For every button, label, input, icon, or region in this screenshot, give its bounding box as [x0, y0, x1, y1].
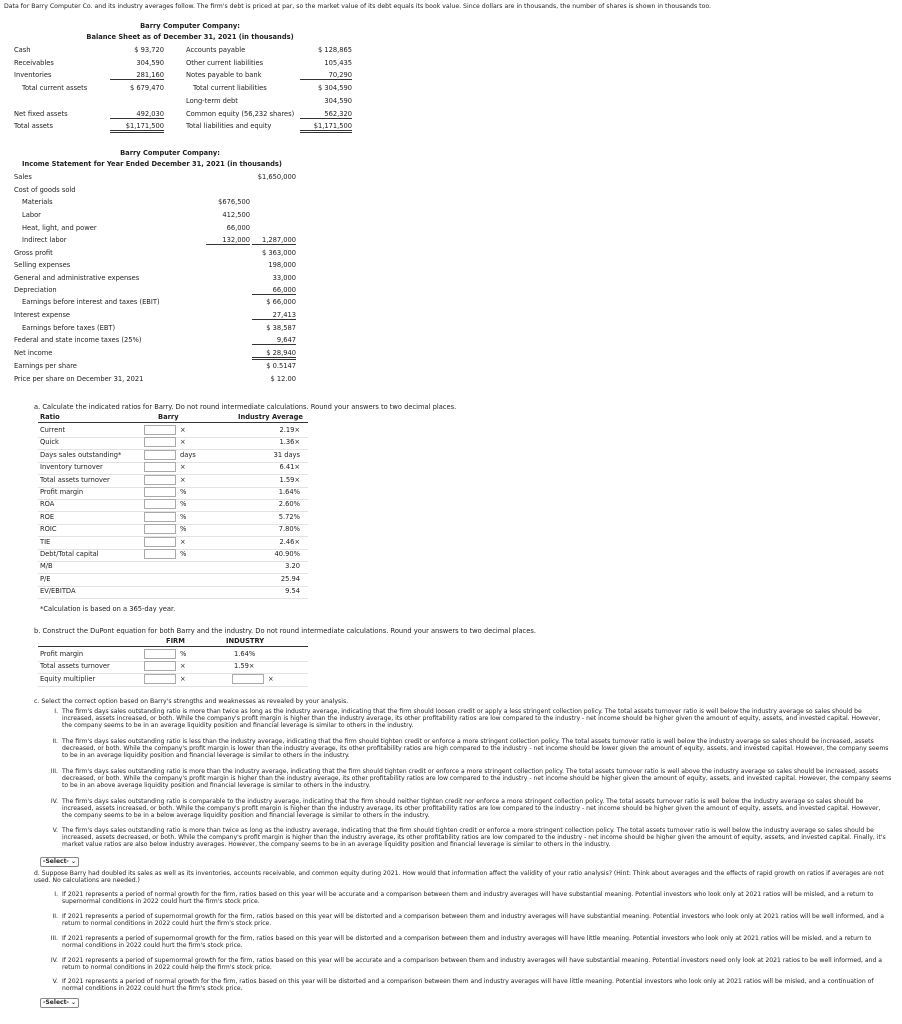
ratio-label: Debt/Total capital: [40, 550, 99, 558]
is-heat-label: Heat, light, and power: [22, 224, 97, 232]
intro-text: Data for Barry Computer Co. and its industry averages follow. The firm's debt is priced at par, so the market value of its debt equals its book value. Since dollars are in thousands, the number of shares is shown in thousands too.: [4, 3, 712, 10]
industry-average-value: 5.72%: [278, 513, 300, 521]
barry-ratio-input[interactable]: [144, 512, 176, 522]
firm-dupont-input[interactable]: [144, 649, 176, 659]
industry-average-value: 31 days: [273, 451, 300, 459]
ratio-unit: days: [180, 451, 196, 459]
part-d-select[interactable]: -Select- ⌄: [40, 998, 79, 1008]
industry-average-value: 1.64%: [278, 488, 300, 496]
industry-average-value: 6.41×: [279, 463, 300, 471]
bs-tca-label: Total current assets: [22, 84, 88, 92]
dupont-unit: ×: [180, 675, 186, 683]
industry-average-value: 25.94: [280, 575, 300, 583]
is-selling-label: Selling expenses: [14, 261, 71, 269]
option-text: If 2021 represents a period of supernormal growth for the firm, ratios based on this year will be distorted and a comparison between them and industry averages will have substantial meaning. Potential investors who look only at 2021 ratios will be well informed, and a return to normal conditions in 2022 could hurt the firm's stock price.: [62, 913, 884, 928]
barry-ratio-input[interactable]: [144, 499, 176, 509]
option-text: The firm's days sales outstanding ratio is more than twice as long as the industry average, indicating that the firm should tighten credit or enforce a more stringent collection policy. The total assets turnover ratio is well below the industry average so sales should be increased, assets decreased, or both. While the company's profit margin is higher than the industry average, its other profitability ratios are low compared to the industry - net income should be higher given the amount of equity, assets, and invested capital. Finally, it's market value ratios are also below industry averages. However, the company seems to be in an average liquidity position and financial leverage is similar to others in the industry.: [62, 827, 886, 849]
is-int-value: 27,413: [252, 311, 296, 320]
bs-nfa-label: Net fixed assets: [14, 110, 68, 118]
industry-average-value: 1.36×: [279, 438, 300, 446]
bs-ce-value: 562,320: [300, 110, 352, 119]
is-ebit-value: $ 66,000: [266, 298, 296, 306]
ratio-label: ROE: [40, 513, 55, 521]
is-dep-value: 66,000: [252, 286, 296, 295]
bs-np-value: 70,290: [300, 71, 352, 80]
is-heat-value: 66,000: [226, 224, 250, 232]
bs-receivables-value: 304,590: [136, 59, 164, 67]
bs-cash-value: $ 93,720: [134, 46, 164, 54]
dupont-label: Total assets turnover: [40, 662, 110, 670]
barry-ratio-input[interactable]: [144, 549, 176, 559]
is-tax-label: Federal and state income taxes (25%): [14, 336, 142, 344]
option-text: If 2021 represents a period of normal growth for the firm, ratios based on this year will be accurate and a comparison between them and industry averages will have substantial meaning. Potential investors who look only at 2021 ratios will be misled, and a return to supernormal conditions in 2022 could hurt the firm's stock price.: [62, 891, 874, 906]
barry-ratio-input[interactable]: [144, 450, 176, 460]
industry-average-value: 9.54: [285, 587, 300, 595]
ratio-unit: %: [180, 550, 187, 558]
part-a-col-barry: Barry: [158, 413, 179, 421]
bs-cash-label: Cash: [14, 46, 31, 54]
dupont-unit: %: [180, 650, 187, 658]
ratio-unit: ×: [180, 538, 186, 546]
industry-average-value: 2.60%: [278, 500, 300, 508]
bs-tcl-label: Total current liabilities: [193, 84, 267, 92]
bs-receivables-label: Receivables: [14, 59, 54, 67]
bs-ltd-label: Long-term debt: [186, 97, 238, 105]
is-sales-label: Sales: [14, 173, 32, 181]
bs-title: Balance Sheet as of December 31, 2021 (in thousands): [86, 33, 294, 41]
is-indirect-value: 132,000: [206, 236, 250, 245]
bs-ltd-value: 304,590: [324, 97, 352, 105]
is-company: Barry Computer Company:: [120, 149, 220, 157]
ratio-label: Days sales outstanding*: [40, 451, 122, 459]
is-gross-label: Gross profit: [14, 249, 53, 257]
is-ga-value: 33,000: [272, 274, 296, 282]
is-price-value: $ 12.00: [270, 375, 296, 383]
bs-ap-value: $ 128,865: [317, 46, 352, 54]
is-ebit-label: Earnings before interest and taxes (EBIT): [22, 298, 160, 306]
bs-tcl-value: $ 304,590: [317, 84, 352, 92]
part-b-col-industry: INDUSTRY: [226, 637, 265, 645]
dupont-industry-value: 1.59×: [234, 662, 255, 670]
barry-ratio-input[interactable]: [144, 524, 176, 534]
industry-average-value: 3.20: [285, 562, 300, 570]
is-tax-value: 9,647: [252, 336, 296, 345]
bs-ap-label: Accounts payable: [186, 46, 246, 54]
is-ebt-label: Earnings before taxes (EBT): [22, 324, 116, 332]
industry-average-value: 7.80%: [278, 525, 300, 533]
is-selling-value: 198,000: [268, 261, 296, 269]
ratio-label: ROIC: [40, 525, 57, 533]
is-cogs-label: Cost of goods sold: [14, 186, 76, 194]
ratio-label: Total assets turnover: [40, 476, 110, 484]
ratio-unit: ×: [180, 438, 186, 446]
part-c-prompt: c. Select the correct option based on Barry's strengths and weaknesses as revealed by your analysis.: [34, 698, 349, 705]
option-number: I.: [54, 708, 58, 715]
ratio-label: EV/EBITDA: [40, 587, 76, 595]
barry-ratio-input[interactable]: [144, 462, 176, 472]
industry-average-value: 2.46×: [279, 538, 300, 546]
part-a-col-ratio: Ratio: [40, 413, 60, 421]
bs-ocl-value: 105,435: [324, 59, 352, 67]
is-ga-label: General and administrative expenses: [14, 274, 140, 282]
is-labor-value: 412,500: [222, 211, 250, 219]
firm-dupont-input[interactable]: [144, 674, 176, 684]
part-d-prompt: d. Suppose Barry had doubled its sales as well as its inventories, accounts receivable, and common equity during 2021. How would that information affect the validity of your ratio analysis? (Hint: Think about averages and the effects of rapid growth on ratios if averages are not used. No calculations are needed.): [34, 870, 884, 885]
is-price-label: Price per share on December 31, 2021: [14, 375, 144, 383]
ratio-label: Current: [40, 426, 66, 434]
option-text: The firm's days sales outstanding ratio is more than twice as long as the industry average, indicating that the firm should loosen credit or apply a less stringent collection policy. The total assets turnover ratio is well below the industry average so sales should be increased, assets increased, or both. While the company's profit margin is higher than the industry average, its other profitability ratios are low compared to the industry - net income should be higher given the amount of equity, assets, and invested capital. However, the company seems to be in an average liquidity position and financial leverage is similar to others in the industry.: [62, 708, 881, 730]
is-materials-value: $676,500: [218, 198, 250, 206]
dupont-industry-unit: ×: [268, 675, 274, 683]
is-ebt-value: $ 38,587: [266, 324, 296, 332]
ratio-label: Inventory turnover: [40, 463, 103, 471]
barry-ratio-input[interactable]: [144, 475, 176, 485]
bs-inventories-value: 281,160: [110, 71, 164, 80]
is-materials-label: Materials: [22, 198, 53, 206]
bs-ta-label: Total assets: [14, 122, 54, 130]
option-number: II.: [52, 738, 58, 745]
is-dep-label: Depreciation: [14, 286, 57, 294]
ratio-unit: %: [180, 500, 187, 508]
option-number: V.: [52, 978, 58, 985]
option-number: II.: [52, 913, 58, 920]
ratio-label: M/B: [40, 562, 53, 570]
option-number: I.: [54, 891, 58, 898]
part-a-prompt: a. Calculate the indicated ratios for Barry. Do not round intermediate calculations. Round your answers to two decimal places.: [34, 403, 457, 411]
option-number: III.: [50, 768, 58, 775]
ratio-unit: ×: [180, 463, 186, 471]
bs-tle-value: $1,171,500: [300, 122, 352, 133]
firm-dupont-input[interactable]: [144, 661, 176, 671]
barry-ratio-input[interactable]: [144, 487, 176, 497]
is-title: Income Statement for Year Ended December 31, 2021 (in thousands): [22, 160, 282, 168]
industry-average-value: 1.59×: [279, 476, 300, 484]
is-int-label: Interest expense: [14, 311, 71, 319]
chevron-down-icon: ⌄: [71, 858, 77, 865]
ratio-label: ROA: [40, 500, 55, 508]
bs-np-label: Notes payable to bank: [186, 71, 262, 79]
option-text: If 2021 represents a period of normal growth for the firm, ratios based on this year will be distorted and a comparison between them and industry averages will have little meaning. Potential investors who look only at 2021 ratios will be misled, and a continuation of normal conditions in 2022 could hurt the firm's stock price.: [62, 978, 874, 993]
option-number: IV.: [50, 798, 58, 805]
ratio-label: Profit margin: [40, 488, 84, 496]
ratio-label: P/E: [40, 575, 51, 583]
part-b-prompt: b. Construct the DuPont equation for both Barry and the industry. Do not round intermediate calculations. Round your answers to two decimal places.: [34, 627, 536, 635]
bs-ocl-label: Other current liabilities: [186, 59, 264, 67]
part-b-header-rule: [38, 646, 308, 647]
barry-ratio-input[interactable]: [144, 537, 176, 547]
is-cogs-total: 1,287,000: [252, 236, 296, 245]
is-ni-label: Net income: [14, 349, 53, 357]
dupont-label: Profit margin: [40, 650, 84, 658]
is-eps-value: $ 0.5147: [266, 362, 296, 370]
bs-company: Barry Computer Company:: [140, 22, 240, 30]
bs-tle-label: Total liabilities and equity: [186, 122, 272, 130]
industry-average-value: 40.90%: [274, 550, 300, 558]
part-b-col-firm: FIRM: [166, 637, 185, 645]
ratio-label: Quick: [40, 438, 59, 446]
part-a-col-industry: Industry Average: [238, 413, 303, 421]
is-indirect-label: Indirect labor: [22, 236, 67, 244]
ratio-unit: %: [180, 525, 187, 533]
ratio-unit: ×: [180, 476, 186, 484]
bs-nfa-value: 492,030: [110, 110, 164, 119]
option-number: III.: [50, 935, 58, 942]
option-number: IV.: [50, 957, 58, 964]
industry-dupont-input[interactable]: [232, 674, 264, 684]
ratio-label: TIE: [40, 538, 51, 546]
barry-ratio-input[interactable]: [144, 425, 176, 435]
bs-ta-value: $1,171,500: [110, 122, 164, 133]
dupont-unit: ×: [180, 662, 186, 670]
ratio-unit: %: [180, 488, 187, 496]
dupont-industry-value: 1.64%: [234, 650, 256, 658]
bs-ce-label: Common equity (56,232 shares): [186, 110, 295, 118]
is-ni-value: $ 28,940: [252, 349, 296, 360]
option-text: If 2021 represents a period of supernormal growth for the firm, ratios based on this year will be distorted and a comparison between them and industry averages will have little meaning. Potential investors who look only at 2021 ratios will be misled, and a return to normal conditions in 2022 could hurt the firm's stock price.: [62, 935, 872, 950]
part-a-header-rule: [38, 422, 308, 423]
is-eps-label: Earnings per share: [14, 362, 77, 370]
option-text: If 2021 represents a period of supernormal growth for the firm, ratios based on this year will be accurate and a comparison between them and industry averages will have substantial meaning. Potential investors need only look at 2021 ratios to be well informed, and a return to normal conditions in 2022 could help the firm's stock price.: [62, 957, 882, 972]
chevron-down-icon: ⌄: [71, 999, 77, 1006]
part-a-footnote: *Calculation is based on a 365-day year.: [40, 605, 176, 613]
ratio-unit: %: [180, 513, 187, 521]
option-text: The firm's days sales outstanding ratio is comparable to the industry average, indicating that the firm should neither tighten credit nor enforce a more stringent collection policy. The total assets turnover ratio is well below the industry average so sales should be increased, assets increased, or both. While the company's profit margin is higher than the industry average, its other profitability ratios are low compared to the industry - net income should be higher given the amount of equity, assets, and invested capital. However, the company seems to be in a below average liquidity position and financial leverage is similar to others in the industry.: [62, 798, 881, 820]
ratio-unit: ×: [180, 426, 186, 434]
is-sales-value: $1,650,000: [257, 173, 296, 181]
barry-ratio-input[interactable]: [144, 437, 176, 447]
bs-inventories-label: Inventories: [14, 71, 52, 79]
is-labor-label: Labor: [22, 211, 41, 219]
option-text: The firm's days sales outstanding ratio is less than the industry average, indicating that the firm should tighten credit or enforce a more stringent collection policy. The total assets turnover ratio is well below the industry average so sales should be increased, assets decreased, or both. While the company's profit margin is lower than the industry average, its other profitability ratios are high compared to the industry - net income should be lower given the amount of equity, assets, and invested capital. However, the company seems to be in an average liquidity position and financial leverage is similar to others in the industry.: [62, 738, 889, 760]
industry-average-value: 2.19×: [279, 426, 300, 434]
option-text: The firm's days sales outstanding ratio is more than the industry average, indicating that the firm should tighten credit or enforce a more stringent collection policy. The total assets turnover ratio is well above the industry average so sales should be increased, assets decreased, or both. While the company's profit margin is higher than the industry average, its other profitability ratios are low compared to the industry - net income should be higher given the amount of equity, assets, and invested capital. However, the company seems to be in an above average liquidity position and financial leverage is similar to others in the industry.: [62, 768, 892, 790]
part-c-select[interactable]: -Select- ⌄: [40, 857, 79, 867]
option-number: V.: [52, 827, 58, 834]
is-gross-value: $ 363,000: [261, 249, 296, 257]
dupont-label: Equity multiplier: [40, 675, 96, 683]
bs-tca-value: $ 679,470: [129, 84, 164, 92]
